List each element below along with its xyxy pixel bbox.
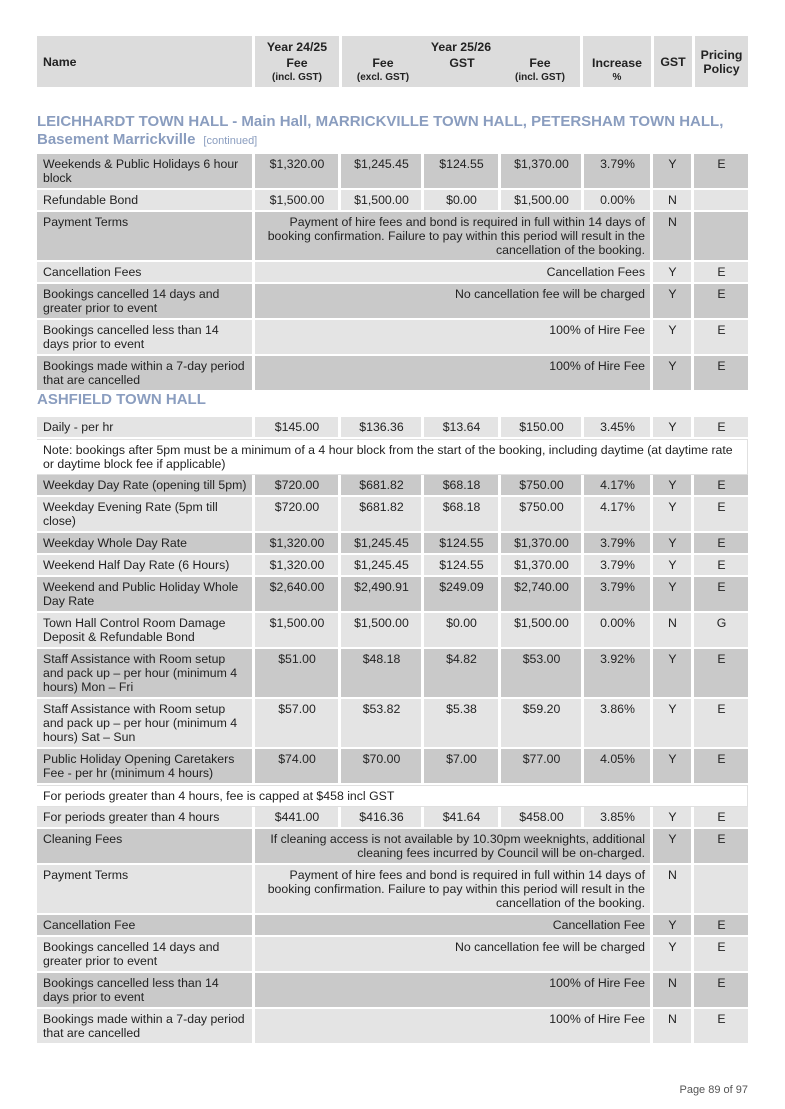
section-title-line2: Basement Marrickville [37,131,196,148]
fee-incl-gst: $1,370.00 [498,154,581,190]
fee-incl-gst: $77.00 [498,749,581,785]
gst-flag: Y [650,749,691,785]
fee-name: Bookings cancelled less than 14 days prior to event [37,320,252,356]
fee-name: Daily - per hr [37,417,252,439]
header-increase: Increase [592,56,642,70]
pricing-policy: E [691,497,748,533]
pricing-policy: E [691,262,748,284]
header-pricing-cell [695,36,748,87]
header-year-prev: Year 24/25 [266,40,328,54]
header-fee-excl: Fee [372,56,394,70]
fee-name: Cancellation Fee [37,915,252,937]
fee-description: Cancellation Fee [252,915,650,937]
gst-flag: Y [650,807,691,829]
pricing-policy: G [691,613,748,649]
fee-excl-gst: $48.18 [338,649,421,699]
note-text: Note: bookings after 5pm must be a minimum of a 4 hour block from the start of the booking, including daytime (at daytime rate or daytime block fee if applicable) [37,439,748,475]
table-row [37,1009,748,1045]
pricing-policy: E [691,533,748,555]
gst-amount: $41.64 [421,807,498,829]
fee-prev-incl-gst: $720.00 [252,497,338,533]
fee-name: Payment Terms [37,212,252,262]
gst-flag: Y [650,577,691,613]
table-row [37,937,748,973]
gst-flag: Y [650,475,691,497]
pricing-policy: E [691,320,748,356]
table-row [37,829,748,865]
fee-excl-gst: $1,500.00 [338,613,421,649]
table-row [37,212,748,262]
fee-excl-gst: $70.00 [338,749,421,785]
pricing-policy [691,212,748,262]
fee-name: Bookings cancelled 14 days and greater prior to event [37,937,252,973]
fee-incl-gst: $1,500.00 [498,190,581,212]
pricing-policy: E [691,555,748,577]
header-incl-gst-next: (incl. GST) [515,72,565,83]
table-row [37,190,748,212]
fees-table-ashfield [37,417,748,1045]
increase-percent: 3.85% [581,807,650,829]
fee-name: Cleaning Fees [37,829,252,865]
gst-flag: Y [650,699,691,749]
fee-description: If cleaning access is not available by 10.30pm weeknights, additional cleaning fees incurred by Council will be on-charged. [252,829,650,865]
pricing-policy: E [691,1009,748,1045]
fee-name: Weekend and Public Holiday Whole Day Rate [37,577,252,613]
fee-description: 100% of Hire Fee [252,1009,650,1045]
fees-table-leichhardt [37,154,748,392]
fee-name: Weekday Evening Rate (5pm till close) [37,497,252,533]
table-row [37,475,748,497]
header-year-next-cell [342,36,580,87]
gst-flag: Y [650,356,691,392]
fee-prev-incl-gst: $1,500.00 [252,613,338,649]
fee-excl-gst: $1,245.45 [338,154,421,190]
table-row [37,973,748,1009]
note-row [37,439,748,475]
header-year-prev-cell [255,36,339,87]
gst-flag: Y [650,915,691,937]
increase-percent: 3.86% [581,699,650,749]
gst-flag: Y [650,937,691,973]
page-number: Page 89 of 97 [679,1084,748,1096]
gst-amount: $124.55 [421,533,498,555]
pricing-policy: E [691,649,748,699]
continued-label: [continued] [203,135,258,147]
gst-flag: N [650,865,691,915]
fee-name: Refundable Bond [37,190,252,212]
fee-incl-gst: $458.00 [498,807,581,829]
gst-flag: Y [650,262,691,284]
fee-excl-gst: $1,500.00 [338,190,421,212]
table-row [37,417,748,439]
fee-prev-incl-gst: $1,320.00 [252,555,338,577]
fee-incl-gst: $750.00 [498,475,581,497]
fee-name: Weekday Whole Day Rate [37,533,252,555]
fee-prev-incl-gst: $441.00 [252,807,338,829]
table-row [37,613,748,649]
table-row [37,533,748,555]
note-text: For periods greater than 4 hours, fee is capped at $458 incl GST [37,785,748,807]
fee-excl-gst: $2,490.91 [338,577,421,613]
fee-name: Weekend Half Day Rate (6 Hours) [37,555,252,577]
fee-description: 100% of Hire Fee [252,356,650,392]
fee-incl-gst: $1,370.00 [498,533,581,555]
header-percent: % [612,72,622,83]
fee-excl-gst: $416.36 [338,807,421,829]
table-row [37,356,748,392]
fee-prev-incl-gst: $57.00 [252,699,338,749]
fee-name: Town Hall Control Room Damage Deposit & Refundable Bond [37,613,252,649]
fee-incl-gst: $750.00 [498,497,581,533]
fee-incl-gst: $1,500.00 [498,613,581,649]
increase-percent: 3.79% [581,577,650,613]
header-pricing: Pricing [700,48,743,62]
gst-flag: N [650,973,691,1009]
header-increase-cell [583,36,651,87]
gst-amount: $0.00 [421,190,498,212]
fee-prev-incl-gst: $74.00 [252,749,338,785]
pricing-policy: E [691,356,748,392]
gst-flag: Y [650,320,691,356]
gst-flag: Y [650,555,691,577]
pricing-policy: E [691,154,748,190]
gst-amount: $68.18 [421,475,498,497]
fee-name: Staff Assistance with Room setup and pack up – per hour (minimum 4 hours) Mon – Fri [37,649,252,699]
table-row [37,497,748,533]
gst-amount: $249.09 [421,577,498,613]
gst-flag: N [650,212,691,262]
fee-excl-gst: $1,245.45 [338,533,421,555]
fee-incl-gst: $59.20 [498,699,581,749]
fee-description: Cancellation Fees [252,262,650,284]
fee-excl-gst: $53.82 [338,699,421,749]
fee-description: Payment of hire fees and bond is required in full within 14 days of booking confirmation. Failure to pay within this period will result in the cancellation of the booking. [252,865,650,915]
gst-flag: N [650,190,691,212]
fee-excl-gst: $681.82 [338,475,421,497]
pricing-policy: E [691,829,748,865]
note-row [37,785,748,807]
increase-percent: 3.79% [581,555,650,577]
table-row [37,807,748,829]
gst-amount: $7.00 [421,749,498,785]
fee-prev-incl-gst: $145.00 [252,417,338,439]
pricing-policy: E [691,915,748,937]
fee-incl-gst: $2,740.00 [498,577,581,613]
header-policy: Policy [703,62,740,76]
section-title-leichhardt [37,113,723,150]
fee-description: 100% of Hire Fee [252,973,650,1009]
gst-flag: N [650,613,691,649]
table-row [37,320,748,356]
table-row [37,865,748,915]
header-incl-gst-prev: (incl. GST) [272,72,322,83]
pricing-policy: E [691,577,748,613]
pricing-policy: E [691,937,748,973]
fee-excl-gst: $136.36 [338,417,421,439]
fee-name: Cancellation Fees [37,262,252,284]
gst-amount: $68.18 [421,497,498,533]
table-row [37,284,748,320]
fee-name: Bookings made within a 7-day period that are cancelled [37,1009,252,1045]
pricing-policy: E [691,749,748,785]
fee-description: No cancellation fee will be charged [252,937,650,973]
gst-flag: Y [650,829,691,865]
pricing-policy [691,865,748,915]
fee-name: Bookings cancelled less than 14 days prior to event [37,973,252,1009]
header-fee-prev: Fee [286,56,308,70]
header-name-cell [37,36,252,87]
increase-percent: 4.05% [581,749,650,785]
section-title-ashfield: ASHFIELD TOWN HALL [37,391,206,408]
fee-incl-gst: $53.00 [498,649,581,699]
section-title-line1: LEICHHARDT TOWN HALL - Main Hall, MARRICKVILLE TOWN HALL, PETERSHAM TOWN HALL, [37,113,724,130]
table-row [37,262,748,284]
increase-percent: 4.17% [581,497,650,533]
increase-percent: 0.00% [581,613,650,649]
increase-percent: 3.92% [581,649,650,699]
fee-name: Public Holiday Opening Caretakers Fee - per hr (minimum 4 hours) [37,749,252,785]
table-header [37,36,748,87]
table-row [37,555,748,577]
header-fee-incl: Fee [529,56,551,70]
gst-flag: N [650,1009,691,1045]
fee-prev-incl-gst: $1,320.00 [252,154,338,190]
increase-percent: 3.79% [581,154,650,190]
increase-percent: 0.00% [581,190,650,212]
fee-excl-gst: $1,245.45 [338,555,421,577]
fee-name: Bookings cancelled 14 days and greater prior to event [37,284,252,320]
gst-amount: $5.38 [421,699,498,749]
fee-description: 100% of Hire Fee [252,320,650,356]
gst-amount: $4.82 [421,649,498,699]
gst-flag: Y [650,497,691,533]
pricing-policy: E [691,699,748,749]
pricing-policy: E [691,475,748,497]
fee-prev-incl-gst: $1,500.00 [252,190,338,212]
fee-name: Staff Assistance with Room setup and pack up – per hour (minimum 4 hours) Sat – Sun [37,699,252,749]
fee-name: Weekday Day Rate (opening till 5pm) [37,475,252,497]
fee-name: Bookings made within a 7-day period that are cancelled [37,356,252,392]
fee-incl-gst: $1,370.00 [498,555,581,577]
increase-percent: 3.79% [581,533,650,555]
table-row [37,649,748,699]
gst-flag: Y [650,284,691,320]
header-year-next: Year 25/26 [430,40,492,54]
gst-amount: $124.55 [421,154,498,190]
gst-flag: Y [650,649,691,699]
gst-flag: Y [650,417,691,439]
increase-percent: 3.45% [581,417,650,439]
header-name: Name [43,55,77,69]
table-row [37,154,748,190]
fee-name: For periods greater than 4 hours [37,807,252,829]
pricing-policy: E [691,807,748,829]
fee-incl-gst: $150.00 [498,417,581,439]
gst-amount: $13.64 [421,417,498,439]
increase-percent: 4.17% [581,475,650,497]
gst-flag: Y [650,533,691,555]
header-gst-col-cell [654,36,692,87]
gst-flag: Y [650,154,691,190]
table-row [37,749,748,785]
header-excl-gst: (excl. GST) [356,72,410,83]
pricing-policy: E [691,417,748,439]
fee-prev-incl-gst: $1,320.00 [252,533,338,555]
pricing-policy: E [691,973,748,1009]
table-row [37,915,748,937]
gst-amount: $124.55 [421,555,498,577]
table-row [37,699,748,749]
fee-name: Payment Terms [37,865,252,915]
pricing-policy: E [691,284,748,320]
fee-excl-gst: $681.82 [338,497,421,533]
pricing-policy [691,190,748,212]
gst-amount: $0.00 [421,613,498,649]
fee-prev-incl-gst: $51.00 [252,649,338,699]
fee-description: Payment of hire fees and bond is required in full within 14 days of booking confirmation. Failure to pay within this period will result in the cancellation of the booking. [252,212,650,262]
fee-name: Weekends & Public Holidays 6 hour block [37,154,252,190]
fee-description: No cancellation fee will be charged [252,284,650,320]
table-row [37,577,748,613]
header-gst: GST [449,56,475,70]
fee-prev-incl-gst: $2,640.00 [252,577,338,613]
fee-prev-incl-gst: $720.00 [252,475,338,497]
header-gst-col: GST [660,55,686,69]
